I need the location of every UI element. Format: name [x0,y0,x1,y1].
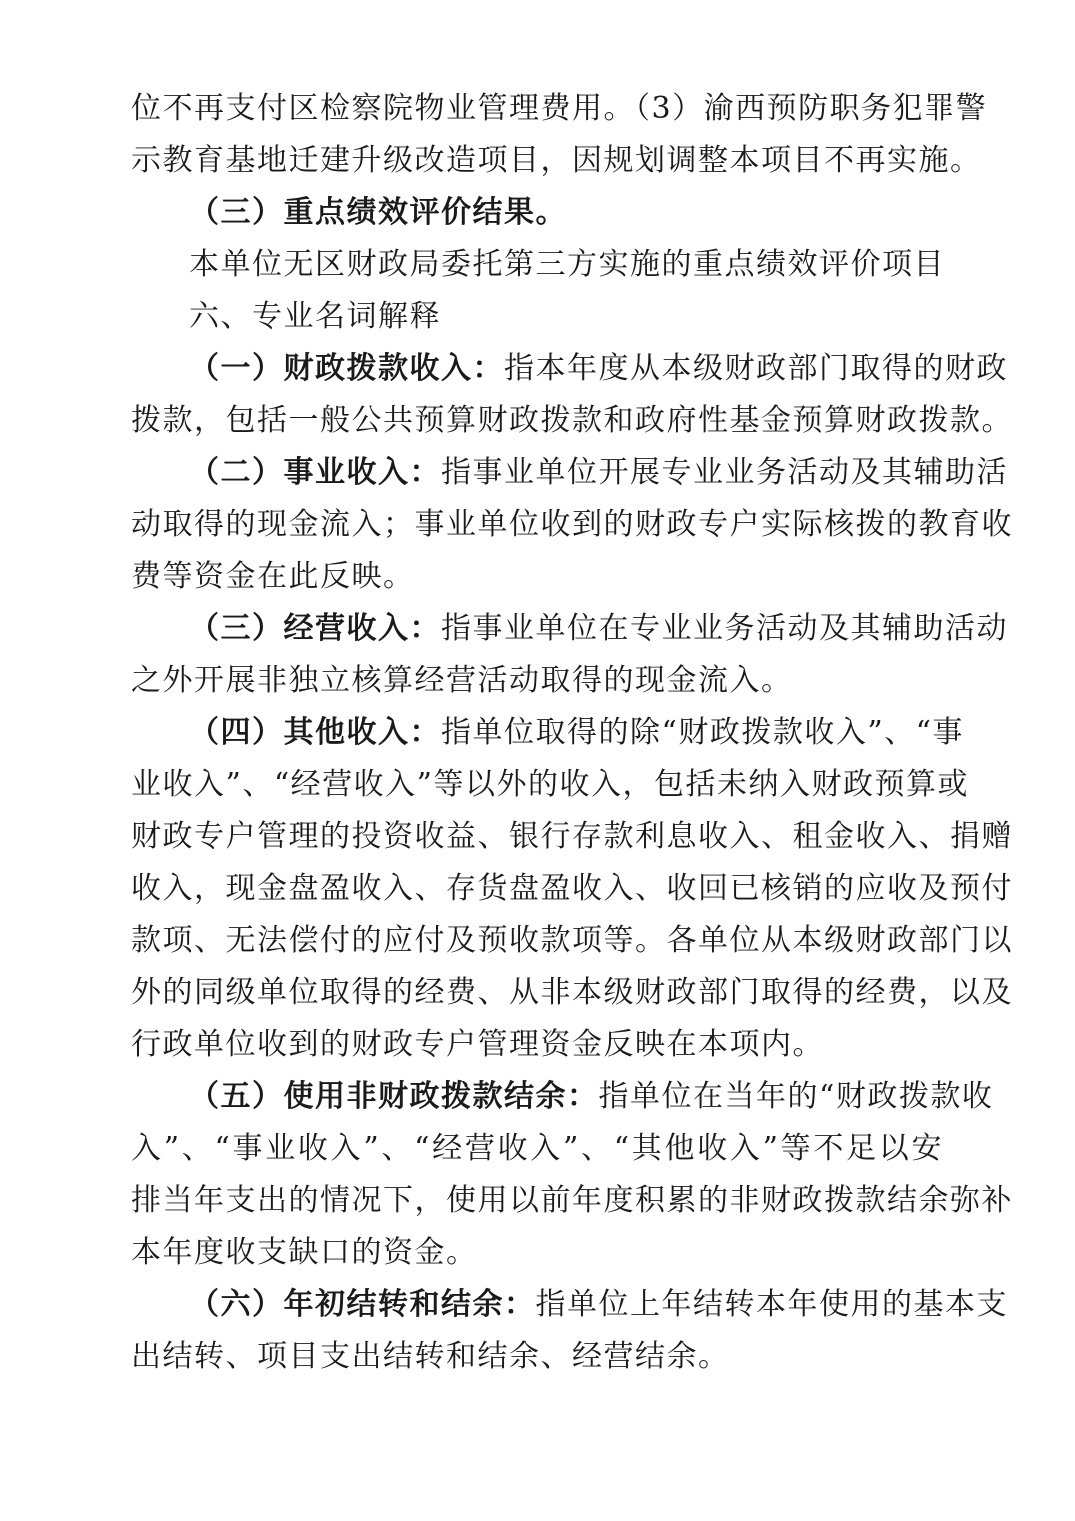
term-first-line [131,343,1008,395]
paragraph-line: 本单位无区财政局委托第三方实施的重点绩效评价项目 [189,247,945,282]
section-heading-key-evaluation: （三）重点绩效评价结果。 [189,195,567,230]
term-definition: 指单位上年结转本年使用的基本支 [535,1287,1008,1322]
paragraph-line: 之外开展非独立核算经营活动取得的现金流入。 [131,663,793,698]
paragraph-line: 出结转、项目支出结转和结余、经营结余。 [131,1339,730,1374]
paragraph-line: 费等资金在此反映。 [131,559,415,594]
term-first-line [131,1071,994,1123]
paragraph-line: 行政单位收到的财政专户管理资金反映在本项内。 [131,1027,824,1062]
paragraph-line: 业收入”、“经营收入”等以外的收入，包括未纳入财政预算或 [131,767,970,802]
term-definition: 指事业单位开展专业业务活动及其辅助活 [441,455,1008,490]
paragraph-line: 动取得的现金流入；事业单位收到的财政专户实际核拨的教育收 [131,507,1013,542]
term-definition: 指单位在当年的“财政拨款收 [598,1079,994,1114]
term-first-line [131,603,1008,655]
term-label: （二）事业收入： [189,455,441,490]
paragraph-line: 款项、无法偿付的应付及预收款项等。各单位从本级财政部门以 [131,923,1013,958]
term-label: （一）财政拨款收入： [189,351,504,386]
term-label: （六）年初结转和结余： [189,1287,536,1322]
document-page [131,83,1013,1383]
paragraph-line: 财政专户管理的投资收益、银行存款利息收入、租金收入、捐赠 [131,819,1013,854]
paragraph-line: 本年度收支缺口的资金。 [131,1235,478,1270]
term-definition: 指本年度从本级财政部门取得的财政 [504,351,1008,386]
term-label: （四）其他收入： [189,715,441,750]
term-definition: 指事业单位在专业业务活动及其辅助活动 [441,611,1008,646]
term-first-line [131,447,1008,499]
paragraph-line: 排当年支出的情况下，使用以前年度积累的非财政拨款结余弥补 [131,1183,1013,1218]
term-definition: 指单位取得的除“财政拨款收入”、“事 [441,715,965,750]
term-first-line [131,1279,1008,1331]
paragraph-line: 收入，现金盘盈收入、存货盘盈收入、收回已核销的应收及预付 [131,871,1013,906]
term-first-line [131,707,965,759]
paragraph-line: 拨款，包括一般公共预算财政拨款和政府性基金预算财政拨款。 [131,403,1013,438]
paragraph-line: 示教育基地迁建升级改造项目，因规划调整本项目不再实施。 [131,143,982,178]
paragraph-line: 入”、“事业收入”、“经营收入”、“其他收入”等不足以安 [131,1131,943,1166]
term-label: （五）使用非财政拨款结余： [189,1079,599,1114]
term-label: （三）经营收入： [189,611,441,646]
section-heading-terms: 六、专业名词解释 [189,299,441,334]
paragraph-line: 外的同级单位取得的经费、从非本级财政部门取得的经费，以及 [131,975,1013,1010]
paragraph-line: 位不再支付区检察院物业管理费用。（3）渝西预防职务犯罪警 [131,91,988,126]
